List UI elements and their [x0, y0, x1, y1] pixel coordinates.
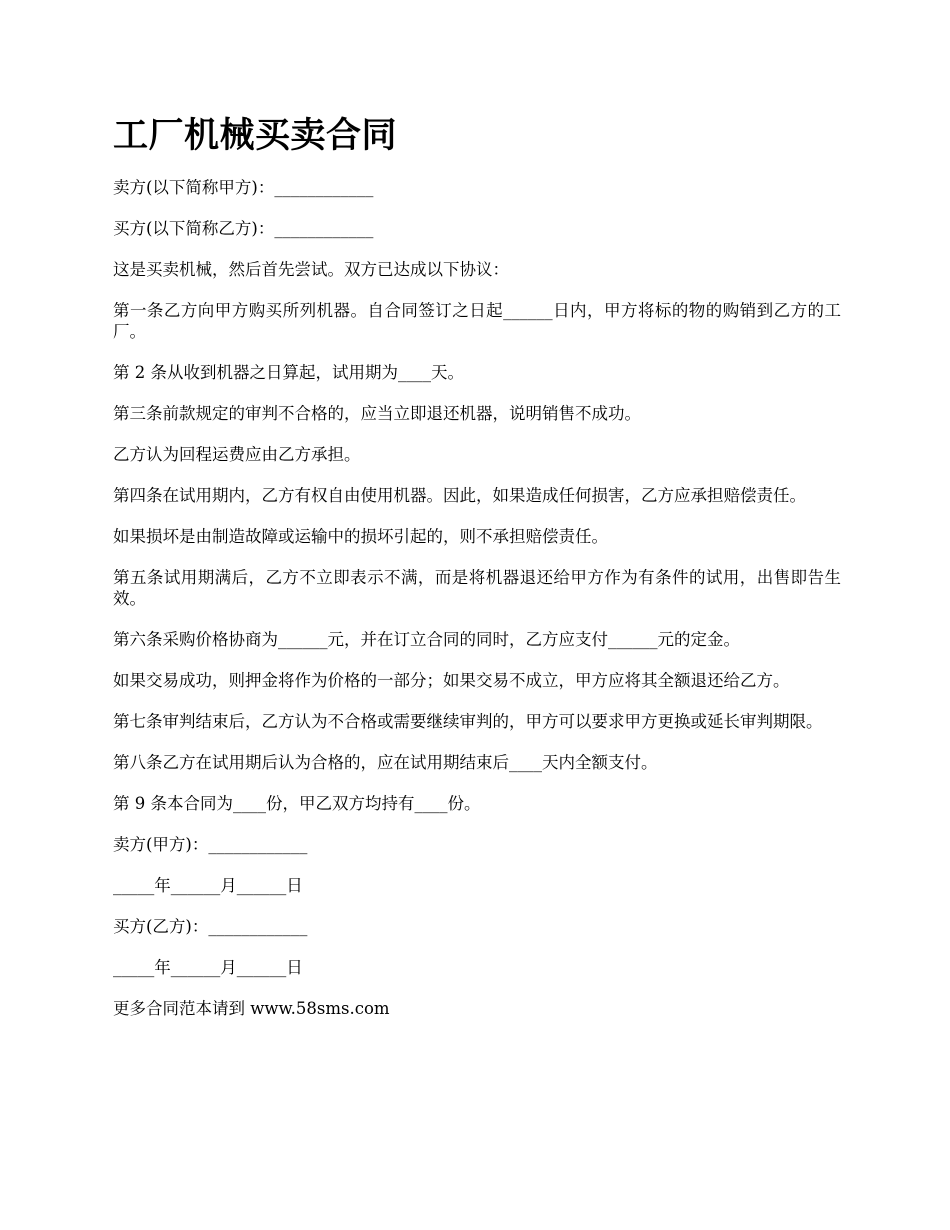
- article-9: 第 9 条本合同为____份，甲乙双方均持有____份。: [113, 794, 481, 813]
- document-title: 工厂机械买卖合同: [113, 116, 398, 156]
- article-5: 第五条试用期满后，乙方不立即表示不满，而是将机器退还给甲方作为有条件的试用，出售即告生效。: [113, 568, 841, 608]
- seller-line: 卖方(以下简称甲方)：____________: [113, 178, 374, 197]
- article-3-note: 乙方认为回程运费应由乙方承担。: [113, 445, 361, 464]
- seller-signature-line: 卖方(甲方)：____________: [113, 835, 308, 854]
- article-8: 第八条乙方在试用期后认为合格的，应在试用期结束后____天内全额支付。: [113, 753, 658, 772]
- buyer-signature-line: 买方(乙方)：____________: [113, 917, 308, 936]
- article-2: 第 2 条从收到机器之日算起，试用期为____天。: [113, 363, 464, 382]
- article-6: 第六条采购价格协商为______元，并在订立合同的同时，乙方应支付______元的定金。: [113, 630, 740, 649]
- article-6-note: 如果交易成功，则押金将作为价格的一部分；如果交易不成立，甲方应将其全额退还给乙方。: [113, 671, 790, 690]
- buyer-line: 买方(以下简称乙方)：____________: [113, 219, 374, 238]
- footer-link-text: 更多合同范本请到 www.58sms.com: [113, 999, 390, 1018]
- buyer-date-line: _____年______月______日: [113, 958, 303, 977]
- seller-date-line: _____年______月______日: [113, 876, 303, 895]
- article-4-note: 如果损坏是由制造故障或运输中的损坏引起的，则不承担赔偿责任。: [113, 527, 608, 546]
- article-3: 第三条前款规定的审判不合格的，应当立即退还机器，说明销售不成功。: [113, 404, 641, 423]
- article-7: 第七条审判结束后，乙方认为不合格或需要继续审判的，甲方可以要求甲方更换或延长审判期限。: [113, 712, 823, 731]
- intro-paragraph: 这是买卖机械，然后首先尝试。双方已达成以下协议：: [113, 260, 509, 279]
- article-1: 第一条乙方向甲方购买所列机器。自合同签订之日起______日内，甲方将标的物的购销到乙方的工厂。: [113, 301, 841, 341]
- article-4: 第四条在试用期内，乙方有权自由使用机器。因此，如果造成任何损害，乙方应承担赔偿责任。: [113, 486, 806, 505]
- contract-page: [113, 112, 841, 1039]
